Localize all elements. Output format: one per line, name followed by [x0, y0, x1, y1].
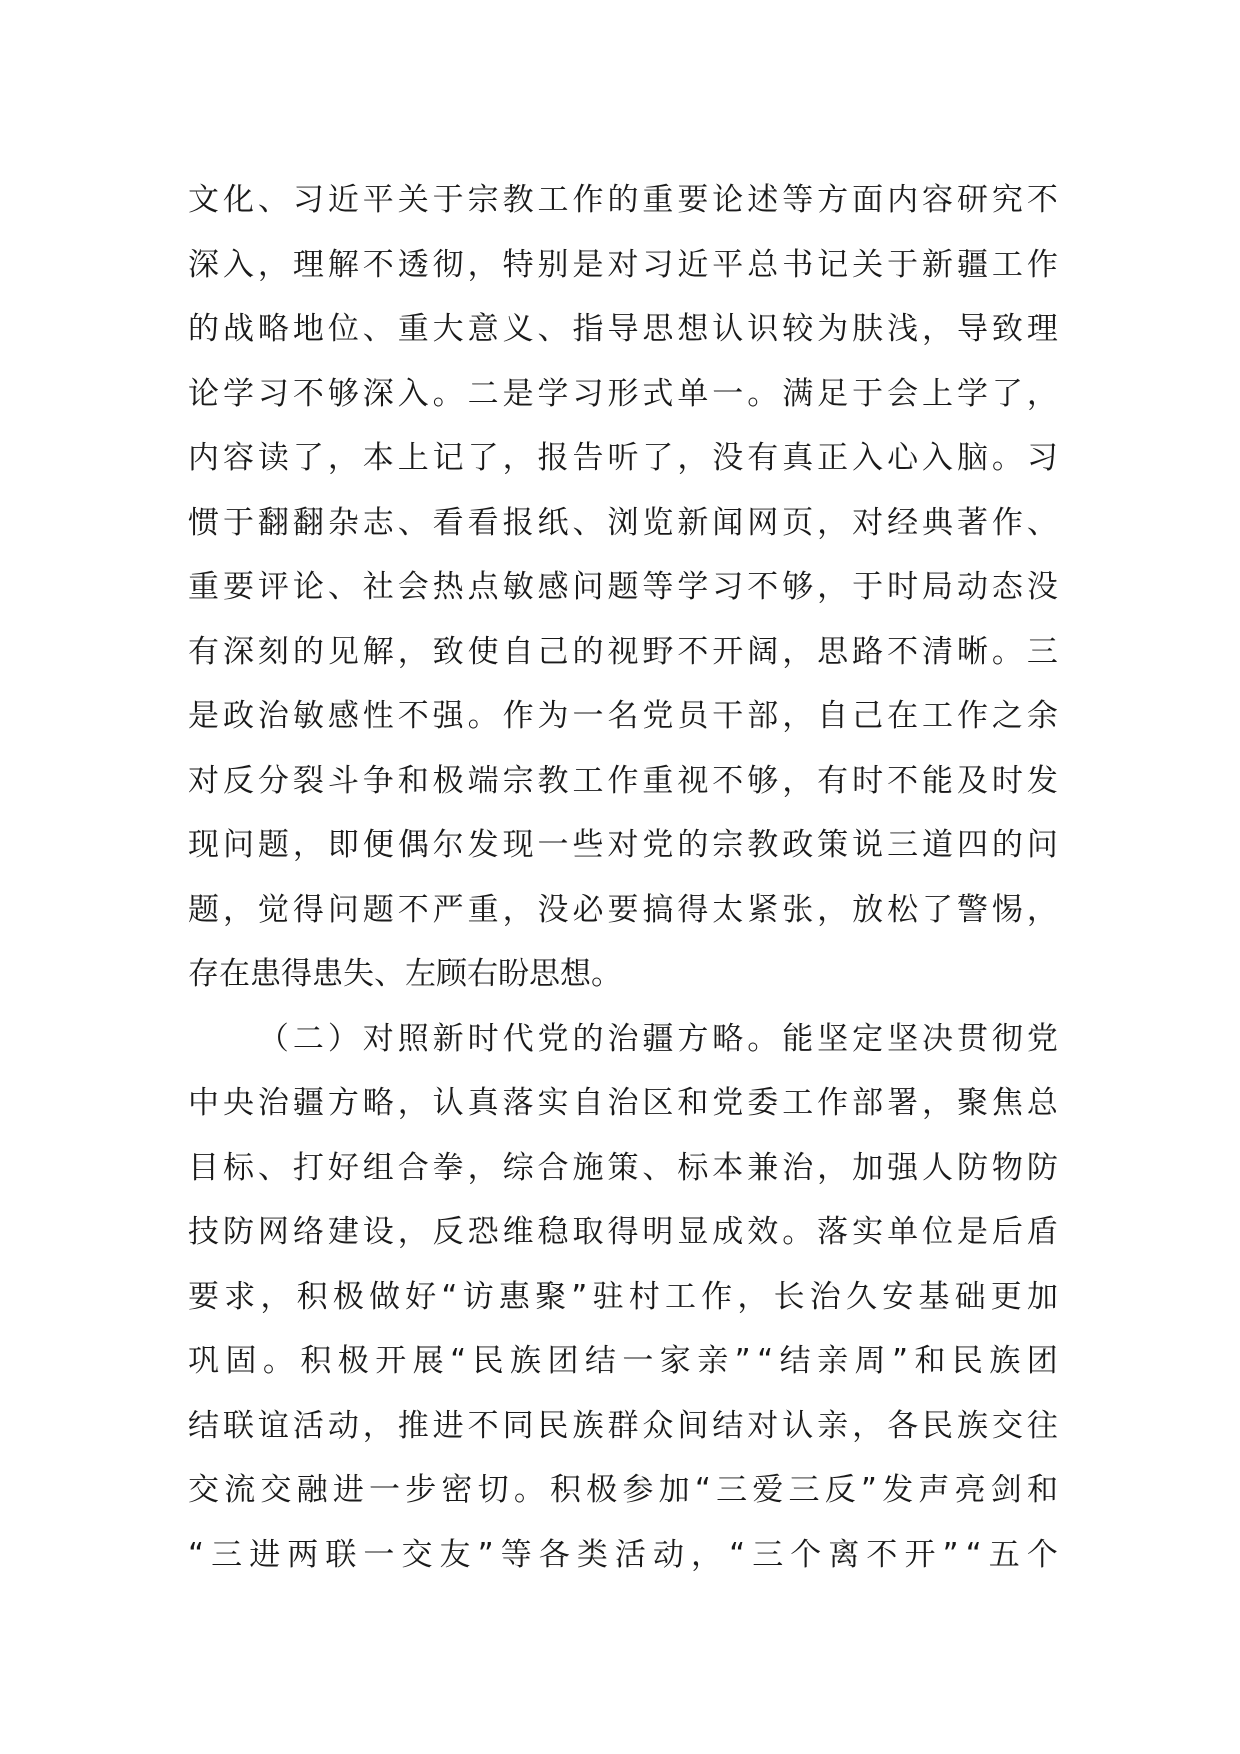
text-line: 结 联 谊 活 动 ， 推 进 不 同 民 族 群 众 间 结 对 认 亲 ， 各 民 族 交 往 — [188, 1407, 1058, 1444]
text-line: 交 流 交 融 进 一 步 密 切 。 积 极 参 加 “ 三 爱 三 反 ” 发 声 亮 剑 和 — [188, 1472, 1058, 1508]
text-line: 要 求 ， 积 极 做 好 “ 访 惠 聚 ” 驻 村 工 作 ， 长 治 久 安 基 础 更 加 — [188, 1278, 1058, 1315]
text-line: 内 容 读 了 ， 本 上 记 了 ， 报 告 听 了 ， 没 有 真 正 入 心 入 脑 。 习 — [188, 440, 1058, 476]
text-line: 文 化 、 习 近 平 关 于 宗 教 工 作 的 重 要 论 述 等 方 面 内 容 研 究 不 — [188, 182, 1058, 218]
text-line: 目 标 、 打 好 组 合 拳 ， 综 合 施 策 、 标 本 兼 治 ， 加 强 人 防 物 防 — [188, 1149, 1058, 1186]
text-line: 现 问 题 ， 即 便 偶 尔 发 现 一 些 对 党 的 宗 教 政 策 说 三 道 四 的 问 — [188, 827, 1058, 863]
text-line: 深 入 ， 理 解 不 透 彻 ， 特 别 是 对 习 近 平 总 书 记 关 于 新 疆 工 作 — [188, 246, 1058, 283]
body-text — [188, 168, 1058, 1587]
text-line: 题 ， 觉 得 问 题 不 严 重 ， 没 必 要 搞 得 太 紧 张 ， 放 松 了 警 惕 ， — [188, 891, 1058, 928]
text-line: 巩 固 。 积 极 开 展 “ 民 族 团 结 一 家 亲 ” “ 结 亲 周 ” 和 民 族 团 — [188, 1343, 1058, 1379]
text-line: 惯 于 翻 翻 杂 志 、 看 看 报 纸 、 浏 览 新 闻 网 页 ， 对 经 典 著 作 、 — [188, 504, 1058, 541]
text-line: （ 二 ） 对 照 新 时 代 党 的 治 疆 方 略 。 能 坚 定 坚 决 贯 彻 党 — [257, 1020, 1058, 1057]
text-line: 存在患得患失、左顾右盼思想。 — [188, 956, 622, 992]
text-line: 中 央 治 疆 方 略 ， 认 真 落 实 自 治 区 和 党 委 工 作 部 署 ， 聚 焦 总 — [188, 1085, 1058, 1121]
text-line: 对 反 分 裂 斗 争 和 极 端 宗 教 工 作 重 视 不 够 ， 有 时 不 能 及 时 发 — [188, 762, 1058, 799]
text-line: 重 要 评 论 、 社 会 热 点 敏 感 问 题 等 学 习 不 够 ， 于 时 局 动 态 没 — [188, 569, 1058, 605]
text-line: 技 防 网 络 建 设 ， 反 恐 维 稳 取 得 明 显 成 效 。 落 实 单 位 是 后 盾 — [188, 1214, 1058, 1250]
text-line: 的 战 略 地 位 、 重 大 意 义 、 指 导 思 想 认 识 较 为 肤 浅 ， 导 致 理 — [188, 311, 1058, 347]
text-line: 是 政 治 敏 感 性 不 强 。 作 为 一 名 党 员 干 部 ， 自 己 在 工 作 之 余 — [188, 698, 1058, 734]
text-line: “ 三 进 两 联 一 交 友 ” 等 各 类 活 动 ， “ 三 个 离 不 开 ” “ 五 个 — [188, 1536, 1058, 1573]
text-line: 有 深 刻 的 见 解 ， 致 使 自 己 的 视 野 不 开 阔 ， 思 路 不 清 晰 。 三 — [188, 633, 1058, 670]
text-line: 论 学 习 不 够 深 入 。 二 是 学 习 形 式 单 一 。 满 足 于 会 上 学 了 ， — [188, 375, 1058, 412]
